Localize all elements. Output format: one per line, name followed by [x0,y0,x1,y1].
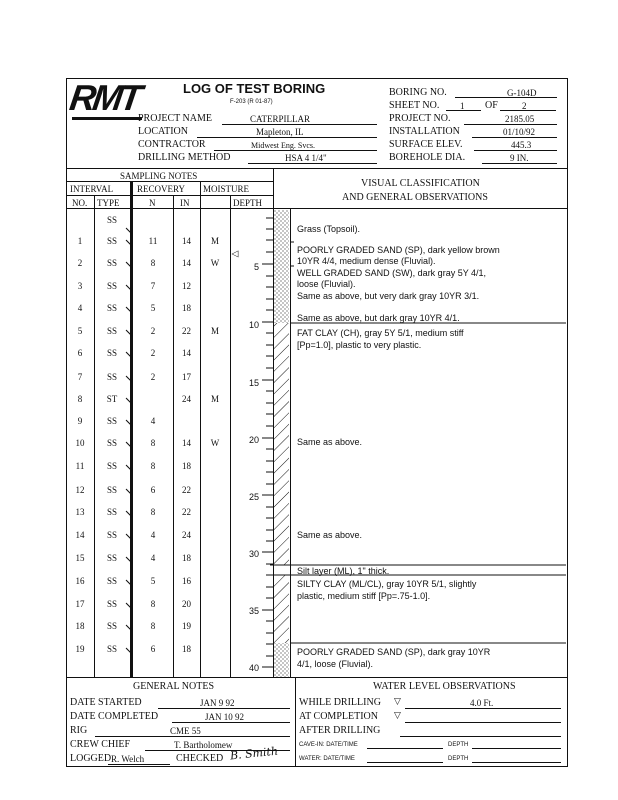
form-code: F-203 (R 01-87) [230,99,273,105]
sample-type: SS [106,530,117,540]
depth-label: 25 [248,492,259,502]
water-date-label: WATER: DATE/TIME [299,756,355,762]
sample-in: 22 [182,507,191,517]
cave-in-line [367,748,443,749]
depth-label: 10 [248,320,259,330]
sample-in: 14 [182,348,191,358]
after-drilling-label: AFTER DRILLING [299,725,381,736]
page-title: LOG OF TEST BORING [183,81,326,96]
depth-label: 20 [248,435,259,445]
sample-no: 4 [77,303,83,313]
description-text: POORLY GRADED SAND (SP), dark gray 10YR [297,647,491,657]
description-text: Same as above. [297,530,363,540]
sample-no: 1 [77,236,83,246]
stratum-topsoil [274,210,289,242]
water-table-icon: ▽ [230,250,241,258]
sample-type: SS [106,621,117,631]
boring-no-label: BORING NO. [389,87,447,98]
sample-n: 7 [150,281,156,291]
sample-no: 7 [77,372,83,382]
sample-in: 17 [182,372,191,382]
sample-type: SS [106,644,117,654]
sample-type: SS [106,507,117,517]
sample-type: SS [106,485,117,495]
installation-value: 01/10/92 [503,127,536,137]
depth-label: 5 [253,262,259,272]
sample-moisture: M [210,236,219,246]
while-drilling-value: 4.0 Ft. [470,698,494,708]
n-heading: N [149,198,156,208]
logged-value: R. Welch [111,754,145,764]
date-started-value: JAN 9 92 [200,698,235,708]
sample-no: 3 [77,281,83,291]
sample-in: 12 [182,281,191,291]
cave-in-depth-line [472,748,561,749]
sample-n: 6 [150,485,156,495]
location-label: LOCATION [138,126,188,137]
stratum-silty-clay [274,575,289,643]
sample-n: 11 [148,236,158,246]
date-completed-line [172,722,290,723]
in-heading: IN [180,198,190,208]
sample-n: 8 [150,599,156,609]
sheet-of-label: OF [485,100,498,111]
depth-heading: DEPTH [233,198,262,208]
sample-moisture: M [210,394,219,404]
date-completed-value: JAN 10 92 [205,712,245,722]
borehole-dia-value: 9 IN. [510,153,529,163]
sample-n: 8 [150,461,156,471]
depth-label: 30 [248,549,259,559]
water-depth-label: DEPTH [448,756,469,762]
stratum-silt-layer [274,565,289,575]
description-text: 10YR 4/4, medium dense (Fluvial). [297,256,436,266]
project-no-value: 2185.05 [505,114,535,124]
sample-type: SS [106,372,117,382]
description-text: loose (Fluvial). [297,279,356,289]
while-drilling-water-icon: ▽ [394,696,401,706]
description-text: POORLY GRADED SAND (SP), dark yellow brown [297,245,500,255]
sample-type: SS [106,599,117,609]
sample-in: 16 [182,576,191,586]
crew-chief-value: T. Bartholomew [174,740,233,750]
date-completed-label: DATE COMPLETED [70,711,159,722]
sheet-no-label: SHEET NO. [389,100,440,111]
water-depth-line [472,762,561,763]
sample-moisture: W [210,258,220,268]
sample-in: 24 [182,394,191,404]
sample-type: SS [106,576,117,586]
sample-n: 8 [150,621,156,631]
description-text: FAT CLAY (CH), gray 5Y 5/1, medium stiff [297,328,464,338]
sample-in: 24 [182,530,191,540]
sample-n: 6 [150,644,156,654]
sample-in: 22 [182,485,191,495]
checked-signature: B. Smith [229,744,279,763]
depth-ticks [262,218,273,667]
drilling-method-value: HSA 4 1/4" [285,153,327,163]
description-text: Same as above, but very dark gray 10YR 3/1. [297,291,480,301]
description-text: Grass (Topsoil). [297,224,361,234]
sample-in: 22 [182,326,191,336]
boring-no-value: G-104D [507,88,537,98]
no-heading: NO. [72,198,88,208]
description-text: SILTY CLAY (ML/CL), gray 10YR 5/1, slightly [297,579,477,589]
water-date-line [367,762,443,763]
cave-in-depth-label: DEPTH [448,742,469,748]
project-no-label: PROJECT NO. [389,113,451,124]
sample-in: 14 [182,236,191,246]
sample-type: SS [106,303,117,313]
description-text: Same as above, but dark gray 10YR 4/1. [297,313,460,323]
at-completion-label: AT COMPLETION [299,711,378,722]
interval-heading: INTERVAL [70,184,114,194]
sample-type: SS [106,348,117,358]
sample-in: 19 [182,621,191,631]
sample-type: SS [106,461,117,471]
sample-no: 17 [75,599,85,609]
description-text: Same as above. [297,437,363,447]
sample-in: 18 [182,461,191,471]
sampling-notes-heading: SAMPLING NOTES [120,171,198,181]
stratum-sand-lower [274,643,289,677]
description-text: plastic, medium stiff [Pp=.75-1.0]. [297,591,431,601]
sample-n: 2 [150,326,156,336]
sample-type: SS [106,553,117,563]
surface-elev-value: 445.3 [511,140,532,150]
sample-n: 4 [150,553,156,563]
borehole-dia-label: BOREHOLE DIA. [389,152,466,163]
contractor-value: Midwest Eng. Svcs. [251,141,315,150]
sample-type: ST [106,394,118,404]
rmt-logo: RMT [67,77,142,118]
sample-no: 13 [75,507,85,517]
at-completion-line [405,722,561,723]
description-text: [Pp=1.0], plastic to very plastic. [297,340,422,350]
sample-type: SS [106,215,117,225]
sample-no: 5 [77,326,83,336]
sample-no: 15 [75,553,85,563]
sample-n: 5 [150,303,156,313]
sample-no: 9 [77,416,83,426]
while-drilling-label: WHILE DRILLING [299,697,381,708]
stratum-fat-clay [274,323,289,565]
surface-elev-label: SURFACE ELEV. [389,139,463,150]
depth-label: 15 [248,378,259,388]
at-completion-water-icon: ▽ [394,710,401,720]
sample-in: 18 [182,553,191,563]
visual-heading-line1: VISUAL CLASSIFICATION [361,178,480,189]
stratum-sand-sw [274,266,289,323]
visual-heading-line2: AND GENERAL OBSERVATIONS [342,192,488,203]
date-started-label: DATE STARTED [70,697,142,708]
description-text: WELL GRADED SAND (SW), dark gray 5Y 4/1, [297,268,487,278]
sample-in: 14 [182,438,191,448]
logged-line [108,764,170,765]
moisture-heading: MOISTURE [203,184,250,194]
sample-n: 8 [150,258,156,268]
sample-no: 2 [77,258,83,268]
footer-divider [66,677,567,678]
sample-type: SS [106,281,117,291]
sample-in: 18 [182,644,191,654]
sample-in: 18 [182,303,191,313]
type-heading: TYPE [97,198,120,208]
drilling-method-label: DRILLING METHOD [138,152,231,163]
sample-n: 8 [150,438,156,448]
sample-no: 6 [77,348,83,358]
checked-label: CHECKED [176,753,224,764]
sample-in: 14 [182,258,191,268]
sample-type: SS [106,326,117,336]
project-name-value: CATERPILLAR [250,114,311,124]
rig-value: CME 55 [170,726,201,736]
sample-n: 8 [150,507,156,517]
sample-n: 2 [150,372,156,382]
sample-type: SS [106,416,117,426]
logged-label: LOGGED [70,753,112,764]
water-level-title: WATER LEVEL OBSERVATIONS [373,681,516,692]
sample-type: SS [106,438,117,448]
while-drilling-line [405,708,561,709]
depth-label: 40 [248,663,259,673]
crew-chief-label: CREW CHIEF [70,739,131,750]
sample-no: 8 [77,394,83,404]
sample-type: SS [106,236,117,246]
sample-no: 18 [75,621,85,631]
cave-in-label: CAVE-IN: DATE/TIME [299,742,358,748]
sample-n: 5 [150,576,156,586]
description-text: Silt layer (ML), 1" thick. [297,566,390,576]
contractor-label: CONTRACTOR [138,139,206,150]
date-started-line [158,708,290,709]
sheet-total-value: 2 [522,101,527,111]
after-drilling-line [400,736,561,737]
sample-no: 16 [75,576,85,586]
footer-center-divider [295,677,296,766]
sample-n: 4 [150,530,156,540]
sample-in: 20 [182,599,191,609]
sample-moisture: W [210,438,220,448]
sheet-no-value: 1 [460,101,465,111]
sample-no: 12 [75,485,85,495]
project-name-label: PROJECT NAME [138,113,212,124]
sample-n: 2 [150,348,156,358]
depth-label: 35 [248,606,259,616]
location-value: Mapleton, IL [256,127,304,137]
rig-line [95,736,290,737]
sample-no: 19 [75,644,85,654]
sample-type: SS [106,258,117,268]
sample-n: 4 [150,416,156,426]
sample-moisture: M [210,326,219,336]
recovery-heading: RECOVERY [137,184,186,194]
stratum-sand-sp [274,242,289,266]
rig-label: RIG [70,725,88,736]
sample-no: 10 [75,438,85,448]
installation-label: INSTALLATION [389,126,460,137]
sample-interval-marks [126,228,132,654]
description-text: 4/1, loose (Fluvial). [297,659,374,669]
sample-no: 11 [75,461,85,471]
general-notes-title: GENERAL NOTES [133,681,215,692]
sample-no: 14 [75,530,85,540]
